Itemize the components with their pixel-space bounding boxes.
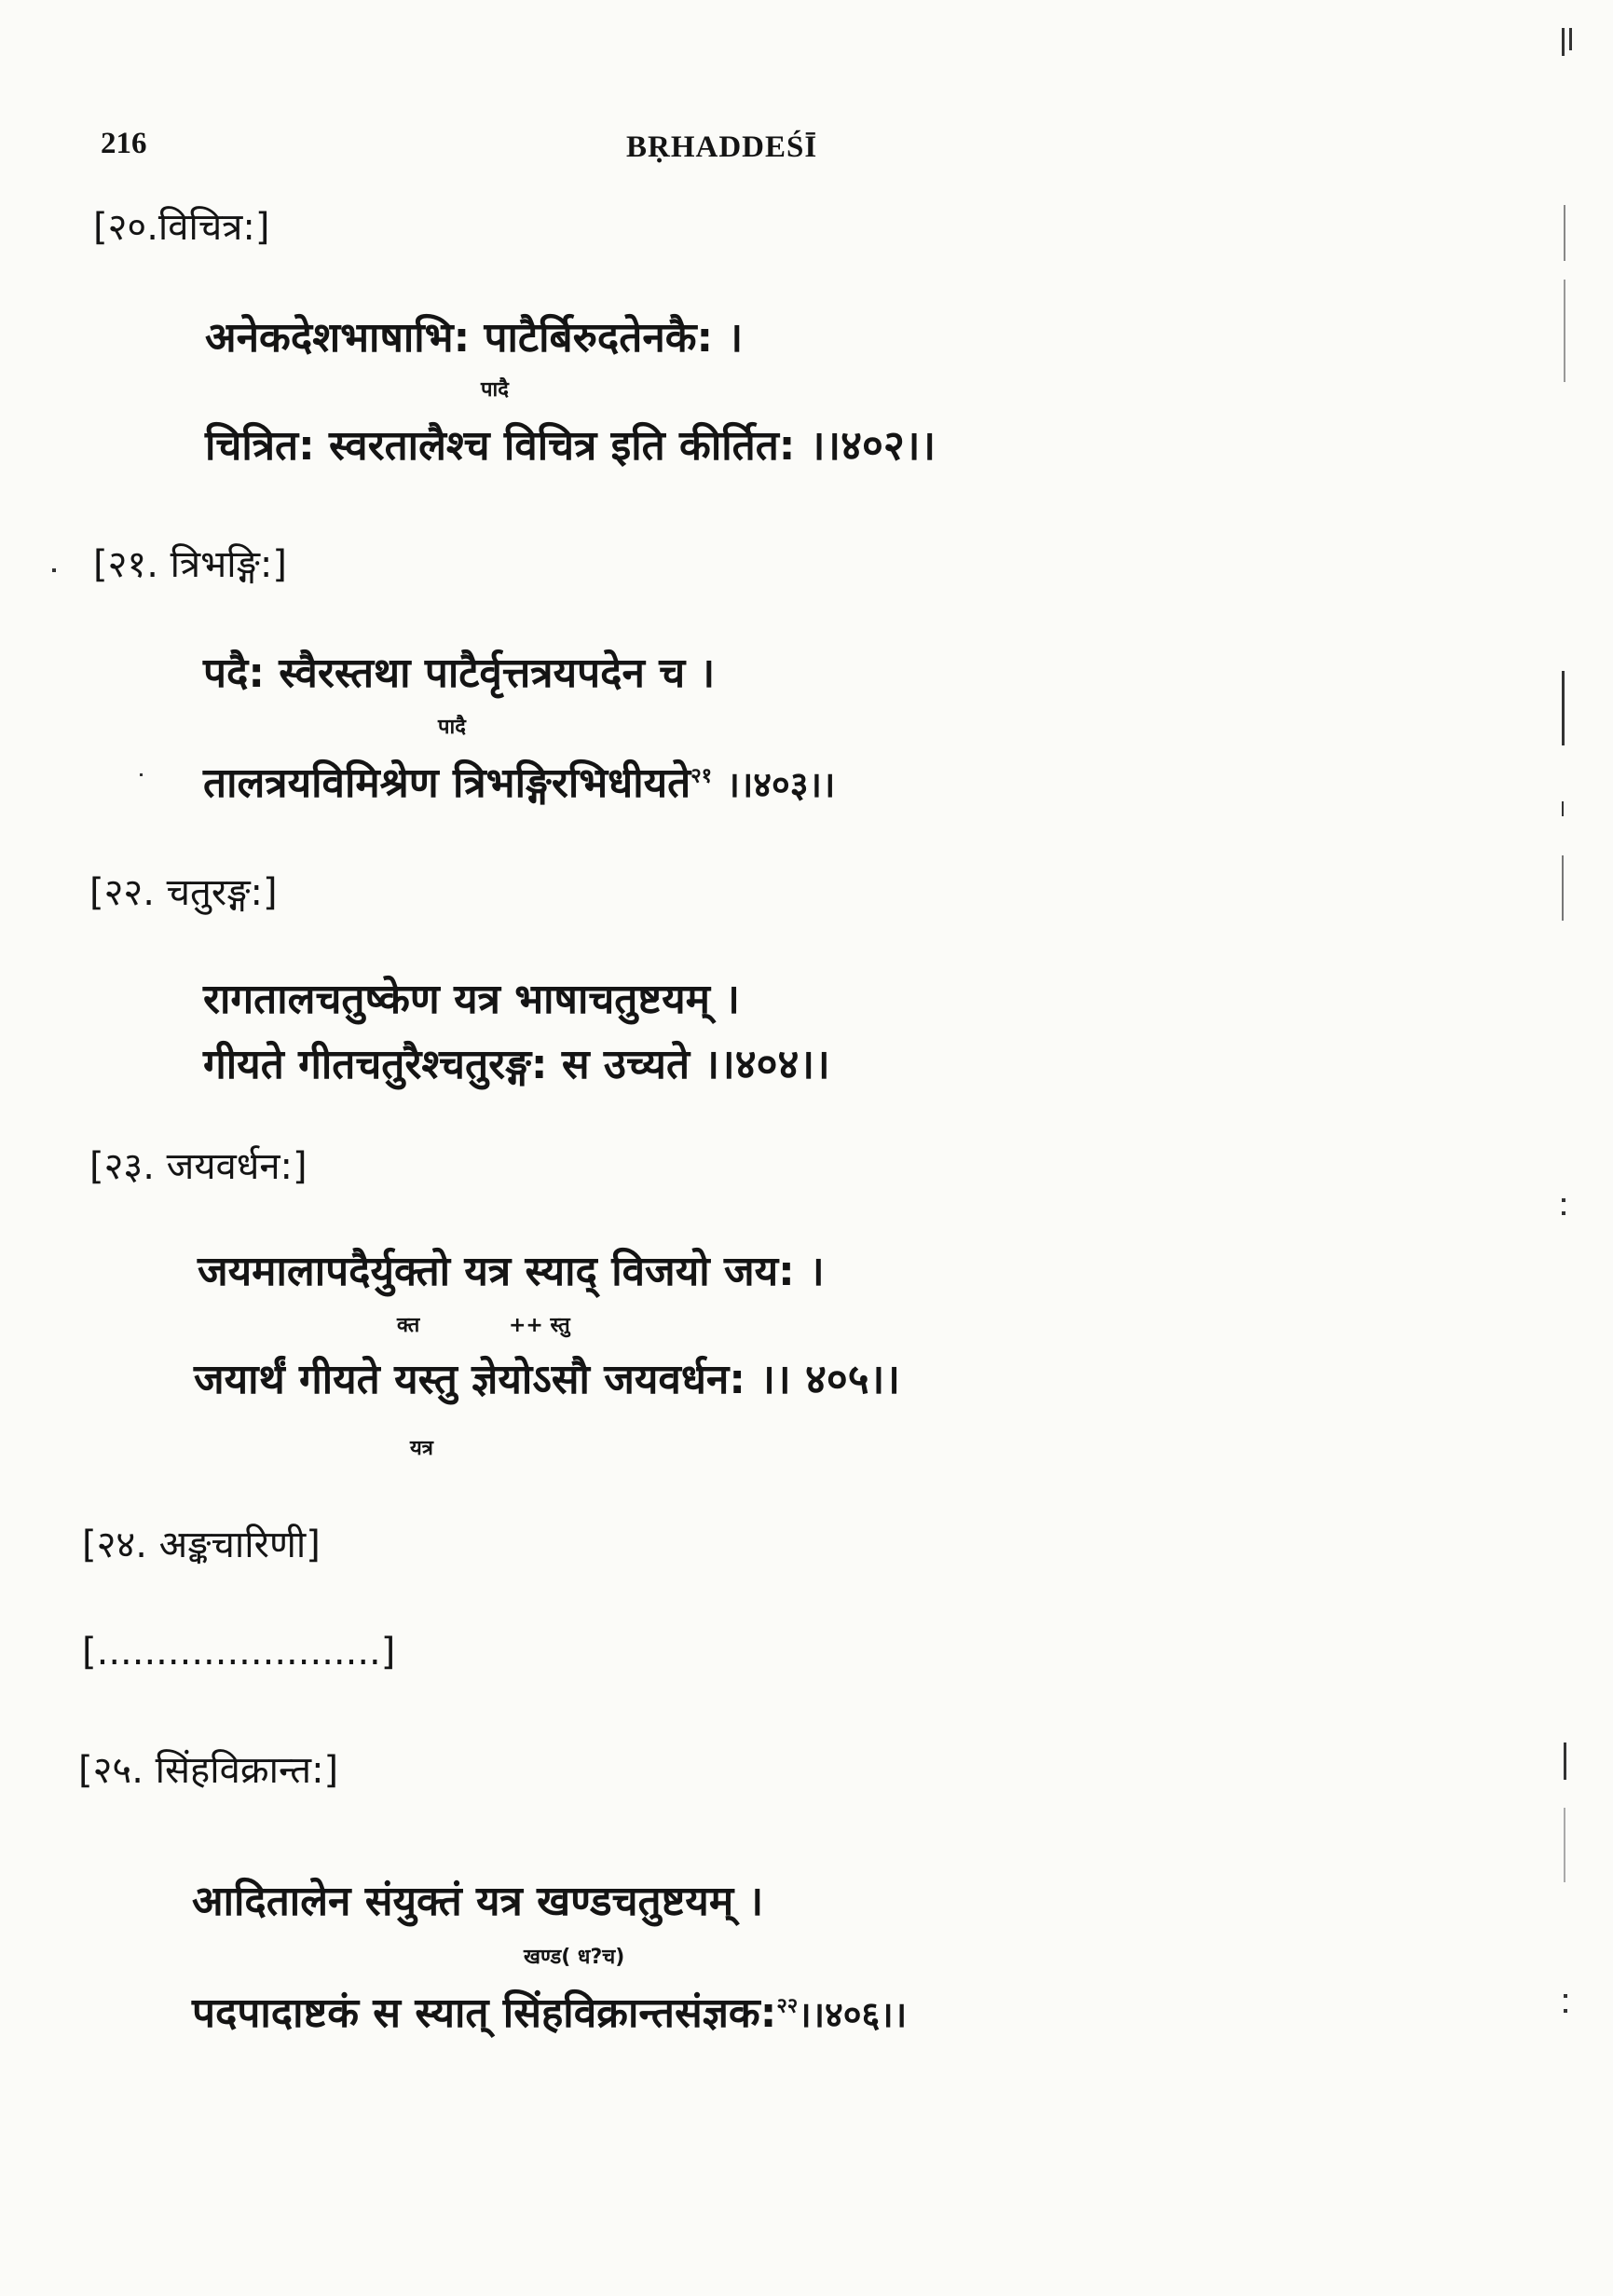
scan-mark [1562,1211,1565,1215]
verse-line-402a: अनेकदेशभाषाभि: पाटैर्बिरुदतेनकै: । [205,314,744,362]
section-heading-23: [२३. जयवर्धन:] [89,1145,308,1188]
scan-mark [1562,801,1564,816]
variant-reading: क्त [397,1314,420,1337]
page-number: 216 [101,127,147,160]
footnote-ref: २२ [776,1994,799,2018]
variant-reading: खण्ड( ध?च) [524,1946,625,1969]
variant-reading: ++ स्तु [509,1314,570,1337]
verse-line-404b: गीयते गीतचतुरैश्चतुरङ्ग: स उच्यते ।।४०४।। [203,1041,830,1088]
verse-line-403a: पदै: स्वैरस्तथा पाटैर्वृत्तत्रयपदेन च । [203,649,716,697]
verse-line-404a: रागतालचतुष्केण यत्र भाषाचतुष्टयम् । [203,976,740,1023]
scan-mark [52,568,56,572]
scan-mark [1564,2009,1567,2013]
scan-mark [1562,1198,1565,1202]
variant-reading: पादै [481,378,509,402]
running-title: BṚHADDEŚĪ [626,130,818,164]
variant-reading: यत्र [410,1437,433,1460]
section-heading-22: [२२. चतुरङ्ग:] [89,871,278,914]
scan-mark [1564,280,1565,382]
section-heading-20: [२०.विचित्र:] [93,206,270,249]
scan-mark [1562,855,1564,921]
verse-line-406b: पदपादाष्टकं स स्यात् सिंहविक्रान्तसंज्ञक:$^{२२}$।।४०६।। [192,1989,908,2037]
scan-mark [1564,1742,1566,1780]
scan-mark [1564,205,1565,261]
lacuna-placeholder: [........................] [82,1631,396,1674]
scan-mark [1562,28,1565,56]
verse-line-405a: जयमालापदैर्युक्तो यत्र स्याद् विजयो जय: । [198,1248,825,1295]
verse-line-402b: चित्रित: स्वरतालैश्च विचित्र इति कीर्तित: ।।४०२।। [205,422,936,470]
scan-mark [1564,1808,1565,1882]
section-heading-24: [२४. अङ्कचारिणी] [82,1524,321,1566]
verse-line-405b: जयार्थं गीयते यस्तु ज्ञेयोऽसौ जयवर्धन: ।। ४०५।। [194,1356,900,1403]
scan-mark [1562,671,1565,745]
scan-mark [140,773,143,776]
section-heading-25: [२५. सिंहविक्रान्त:] [78,1749,339,1792]
variant-reading: पादै [438,716,466,739]
verse-line-406a: आदितालेन संयुक्तं यत्र खण्डचतुष्टयम् । [192,1878,764,1925]
section-heading-21: [२१. त्रिभङ्गि:] [93,543,287,586]
footnote-ref: २१ [690,764,713,788]
verse-line-403b: तालत्रयविमिश्रेण त्रिभङ्गिरभिधीयते$^{२१}$ ।।४०३।। [203,759,836,807]
scan-mark [1569,28,1572,50]
scan-mark [1564,1994,1567,1998]
